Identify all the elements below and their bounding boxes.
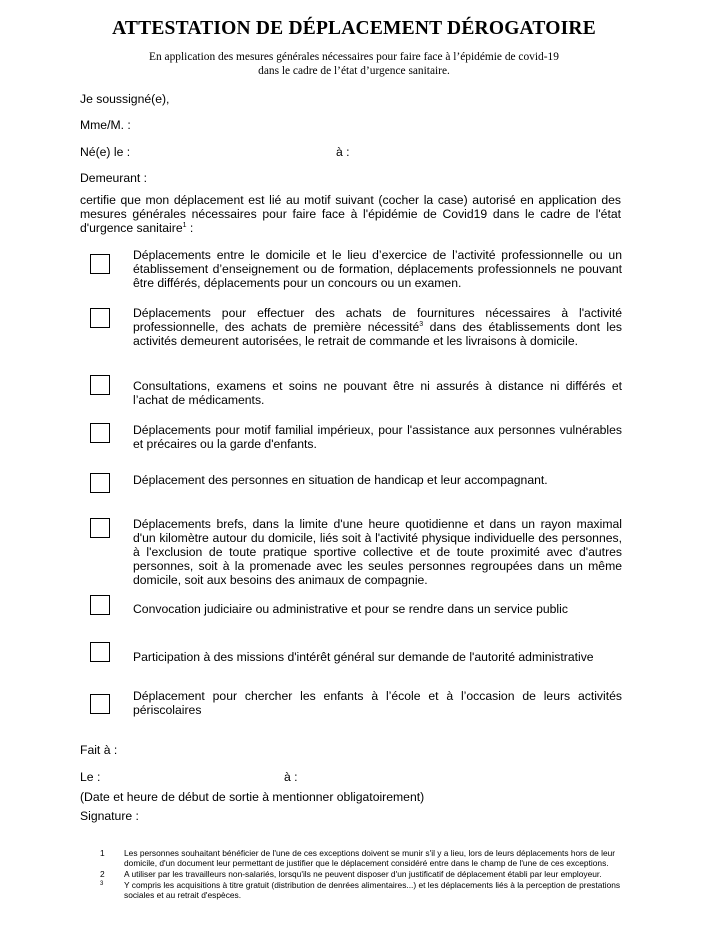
birthdate-field-label: Né(e) le :: [80, 145, 131, 159]
reason-text-part: dans des établissements dont les activités demeurent autorisées, le retrait de commande et les livraisons à domicile.: [133, 320, 622, 348]
reason-checkbox[interactable]: [90, 694, 110, 714]
reason-checkbox[interactable]: [90, 518, 110, 538]
intro-text: certifie que mon déplacement est lié au motif suivant (cocher la case) autorisé en application des mesures générales nécessaires pour faire face à l'épidémie de Covid19 dans le cadre de l'état d'urgence sanitaire: [80, 193, 621, 235]
reason-text: Déplacements pour motif familial impérieux, pour l'assistance aux personnes vulnérables et précaires ou la garde d'enfants.: [133, 423, 622, 451]
footnote-3: [100, 880, 630, 900]
intro-suffix: :: [186, 221, 194, 235]
footnotes: [100, 848, 630, 901]
reason-text: Déplacements entre le domicile et le lieu d’exercice de l’activité professionnelle ou un établissement d’enseignement ou de formation, déplacements professionnels ne pouvant être différés, déplacements pour un concours ou un examen.: [133, 248, 622, 290]
reason-text: Consultations, examens et soins ne pouvant être ni assurés à distance ni différés et l’achat de médicaments.: [133, 379, 622, 407]
footnote-1: [100, 848, 630, 868]
place-signed-label: Fait à :: [80, 743, 118, 757]
subtitle-line-2: dans le cadre de l’état d’urgence sanitaire.: [258, 64, 450, 77]
reason-checkbox[interactable]: [90, 595, 110, 615]
intro-paragraph: [80, 193, 621, 235]
reason-text: Participation à des missions d'intérêt général sur demande de l'autorité administrative: [133, 650, 594, 664]
reason-text: Déplacement des personnes en situation de handicap et leur accompagnant.: [133, 473, 548, 487]
reason-checkbox[interactable]: [90, 642, 110, 662]
footnote-number: 3: [100, 881, 104, 887]
footnote-2: [100, 869, 630, 879]
footnote-number: 2: [100, 869, 105, 879]
reason-text: Convocation judiciaire ou administrative et pour se rendre dans un service public: [133, 602, 568, 616]
soussigne-label: Je soussigné(e),: [80, 92, 170, 106]
reason-checkbox[interactable]: [90, 308, 110, 328]
reason-text: Déplacements brefs, dans la limite d'une heure quotidienne et dans un rayon maximal d'un kilomètre autour du domicile, liés soit à l'activité physique individuelle des personnes, à l'exclusion de toute pratique sportive collective et de toute proximité avec d'autres personnes, soit à la promenade avec les seules personnes regroupées dans un même domicile, soit aux besoins des animaux de compagnie.: [133, 517, 622, 587]
signature-label: Signature :: [80, 809, 139, 823]
reason-checkbox[interactable]: [90, 423, 110, 443]
subtitle-line-1: En application des mesures générales nécessaires pour faire face à l’épidémie de covid-19: [149, 51, 559, 63]
address-field-label: Demeurant :: [80, 171, 148, 185]
footnote-text: A utiliser par les travailleurs non-salariés, lorsqu'ils ne peuvent disposer d'un justificatif de déplacement établi par leur employeur.: [124, 869, 602, 879]
reason-text: [133, 306, 622, 348]
footnote-ref-3: 3: [419, 321, 424, 328]
footnote-number: 1: [100, 848, 105, 858]
reason-text-part: Déplacements pour effectuer des achats de fournitures nécessaires à l'activité professionnelle, des achats de première nécessité: [133, 306, 622, 334]
name-field-label: Mme/M. :: [80, 118, 131, 132]
footnote-text: Y compris les acquisitions à titre gratuit (distribution de denrées alimentaires...) et les déplacements liés à la perception de prestations sociales et au retrait d'espèces.: [124, 880, 621, 900]
date-label: Le :: [80, 770, 101, 784]
reason-checkbox[interactable]: [90, 375, 110, 395]
document-title: ATTESTATION DE DÉPLACEMENT DÉROGATOIRE: [112, 18, 596, 39]
reason-checkbox[interactable]: [90, 254, 110, 274]
birthplace-field-label: à :: [336, 145, 350, 159]
document-subtitle: [0, 51, 708, 78]
reason-checkbox[interactable]: [90, 473, 110, 493]
time-label: à :: [284, 770, 298, 784]
footnote-ref-1: 1: [182, 222, 187, 229]
footnote-text: Les personnes souhaitant bénéficier de l'une de ces exceptions doivent se munir s'il y a lieu, lors de leurs déplacements hors de leur domicile, d'un document leur permettant de justifier que le déplacement considéré entre dans le champ de l'une de ces exceptions.: [124, 848, 616, 868]
date-time-note: (Date et heure de début de sortie à mentionner obligatoirement): [80, 790, 425, 804]
reason-text: Déplacement pour chercher les enfants à l’école et à l’occasion de leurs activités périscolaires: [133, 689, 622, 717]
